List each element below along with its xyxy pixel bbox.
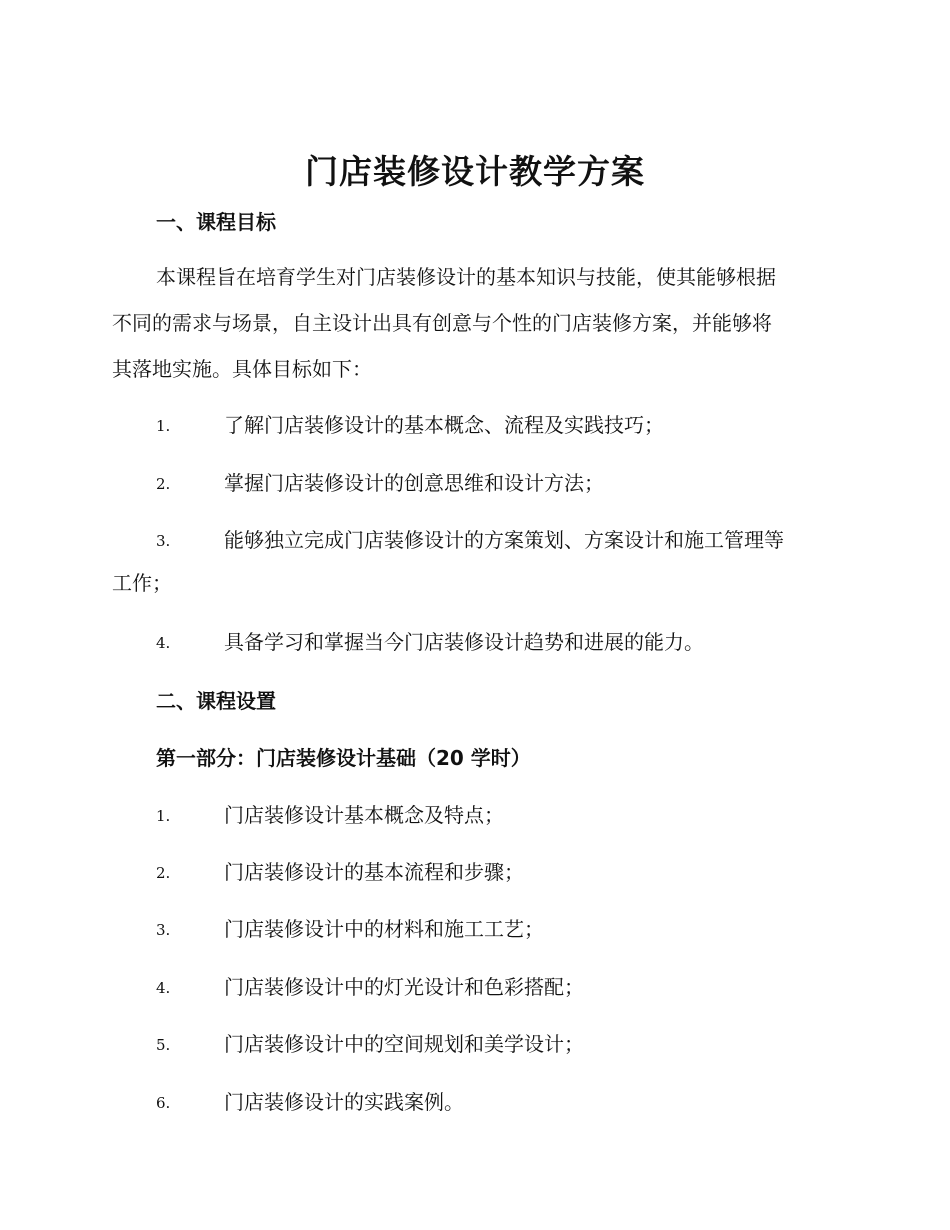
list-item-text: 能够独立完成门店装修设计的方案策划、方案设计和施工管理等 bbox=[224, 528, 784, 552]
objectives-intro-paragraph bbox=[112, 263, 834, 384]
list-item bbox=[112, 1088, 834, 1117]
section-heading-objectives: 一、课程目标 bbox=[156, 210, 276, 234]
list-item-number: 1. bbox=[156, 417, 171, 435]
list-item-number: 6. bbox=[156, 1094, 171, 1112]
list-item-text: 掌握门店装修设计的创意思维和设计方法； bbox=[224, 471, 604, 495]
list-item-number: 2. bbox=[156, 475, 171, 493]
list-item-number: 3. bbox=[156, 532, 171, 550]
section-heading-curriculum: 二、课程设置 bbox=[156, 689, 276, 713]
subsection-heading-part1: 第一部分：门店装修设计基础（20 学时） bbox=[156, 746, 531, 770]
list-item-text-continued: 工作； bbox=[112, 571, 172, 595]
list-item-text: 具备学习和掌握当今门店装修设计趋势和进展的能力。 bbox=[224, 630, 704, 654]
list-item-text: 门店装修设计的基本流程和步骤； bbox=[224, 860, 524, 884]
list-item-number: 1. bbox=[156, 807, 171, 825]
list-item bbox=[112, 526, 834, 598]
paragraph-line: 本课程旨在培育学生对门店装修设计的基本知识与技能，使其能够根据 bbox=[156, 265, 776, 289]
list-item-number: 5. bbox=[156, 1036, 171, 1054]
list-item bbox=[112, 801, 834, 830]
list-item-text: 门店装修设计中的材料和施工工艺； bbox=[224, 917, 544, 941]
list-item-text: 门店装修设计中的空间规划和美学设计； bbox=[224, 1032, 584, 1056]
document-title: 门店装修设计教学方案 bbox=[305, 152, 645, 191]
list-item-number: 2. bbox=[156, 864, 171, 882]
list-item-number: 3. bbox=[156, 921, 171, 939]
list-item-text: 门店装修设计中的灯光设计和色彩搭配； bbox=[224, 975, 584, 999]
list-item bbox=[112, 628, 834, 657]
paragraph-line: 不同的需求与场景，自主设计出具有创意与个性的门店装修方案，并能够将 bbox=[112, 311, 772, 335]
list-item-text: 了解门店装修设计的基本概念、流程及实践技巧； bbox=[224, 413, 664, 437]
list-item bbox=[112, 1030, 834, 1059]
list-item-text: 门店装修设计基本概念及特点； bbox=[224, 803, 504, 827]
list-item bbox=[112, 973, 834, 1002]
list-item-text: 门店装修设计的实践案例。 bbox=[224, 1090, 464, 1114]
list-item bbox=[112, 915, 834, 944]
list-item-number: 4. bbox=[156, 979, 171, 997]
list-item bbox=[112, 411, 834, 440]
list-item-number: 4. bbox=[156, 634, 171, 652]
paragraph-line: 其落地实施。具体目标如下： bbox=[112, 357, 372, 381]
list-item bbox=[112, 469, 834, 498]
list-item bbox=[112, 858, 834, 887]
